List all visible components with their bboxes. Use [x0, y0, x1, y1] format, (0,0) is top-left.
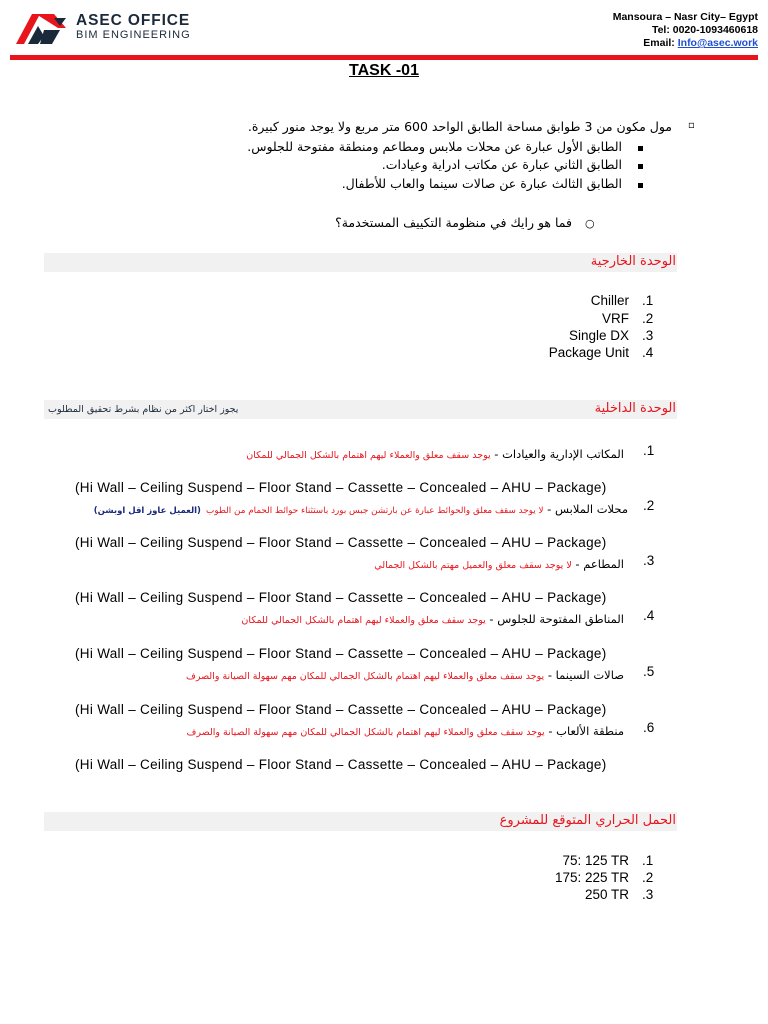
- indoor-extra-note: (العميل عاوز اقل اوبشن): [93, 506, 201, 516]
- contact-email-label: Email:: [643, 37, 678, 49]
- indoor-item: [94, 498, 628, 517]
- outdoor-item-label: VRF: [602, 311, 629, 326]
- header-divider: [10, 55, 758, 60]
- square-bullet-icon: [638, 164, 643, 169]
- indoor-space: المطاعم -: [571, 557, 624, 571]
- intro-question: فما هو رايك في منظومة التكييف المستخدمة؟: [335, 215, 572, 230]
- outdoor-title: الوحدة الخارجية: [590, 254, 676, 269]
- indoor-item: [186, 664, 624, 683]
- indoor-side-note: يجوز اختار اكثر من نظام بشرط تحقيق المطلوب: [48, 404, 239, 415]
- indoor-options: (Hi Wall – Ceiling Suspend – Floor Stand – Cassette – Concealed – AHU – Package): [75, 480, 607, 495]
- outdoor-item-number: .3: [642, 328, 654, 343]
- indoor-item-number: .3: [643, 553, 655, 568]
- load-item-number: .1: [642, 853, 654, 868]
- outdoor-item-label: Chiller: [590, 293, 629, 308]
- indoor-item: [187, 720, 625, 739]
- indoor-options: (Hi Wall – Ceiling Suspend – Floor Stand – Cassette – Concealed – AHU – Package): [75, 646, 607, 661]
- outline-bullet-icon: ▫: [688, 120, 695, 131]
- indoor-options: (Hi Wall – Ceiling Suspend – Floor Stand – Cassette – Concealed – AHU – Package): [75, 702, 607, 717]
- task-title: TASK -01: [349, 62, 419, 79]
- indoor-note: يوجد سقف معلق والعملاء ليهم اهتمام بالشكل الجمالي للمكان: [246, 450, 491, 461]
- indoor-note: لا يوجد سقف معلق والحوائط عبارة عن بارتشن جبس بورد باستثناء حوائط الحمام من الطوب: [206, 506, 544, 516]
- indoor-item: [246, 443, 624, 462]
- outdoor-item-label: Single DX: [568, 328, 629, 343]
- intro-floor-3: الطابق الثالث عبارة عن صالات سينما والعاب للأطفال.: [341, 176, 622, 191]
- indoor-item-number: .1: [643, 443, 655, 458]
- logo-mark-icon: [14, 8, 70, 48]
- indoor-space: صالات السينما -: [544, 668, 624, 682]
- load-title: الحمل الحراري المتوقع للمشروع: [499, 813, 676, 828]
- email-link[interactable]: Info@asec.work: [677, 37, 758, 49]
- indoor-item-number: .4: [643, 608, 655, 623]
- indoor-note: يوجد سقف معلق والعملاء ليهم اهتمام بالشكل الجمالي للمكان: [241, 615, 486, 626]
- load-item-label: 250 TR: [584, 887, 629, 902]
- intro-floor-1: الطابق الأول عبارة عن محلات ملابس ومطاعم ومنطقة مفتوحة للجلوس.: [247, 139, 622, 154]
- indoor-options: (Hi Wall – Ceiling Suspend – Floor Stand – Cassette – Concealed – AHU – Package): [75, 757, 607, 772]
- indoor-space: محلات الملابس -: [543, 502, 628, 516]
- load-item-number: .3: [642, 887, 654, 902]
- outdoor-section-bar: [44, 253, 677, 272]
- indoor-space: منطقة الألعاب -: [544, 724, 624, 738]
- indoor-space: المكاتب الإدارية والعيادات -: [490, 447, 624, 461]
- load-item-label: 75: 125 TR: [562, 853, 629, 868]
- intro-floor-2: الطابق الثاني عبارة عن مكاتب ادراية وعيادات.: [381, 157, 622, 172]
- indoor-options: (Hi Wall – Ceiling Suspend – Floor Stand – Cassette – Concealed – AHU – Package): [75, 535, 607, 550]
- logo-title: ASEC OFFICE: [76, 12, 191, 29]
- indoor-item-number: .5: [643, 664, 655, 679]
- indoor-space: المناطق المفتوحة للجلوس -: [485, 612, 624, 626]
- square-bullet-icon: [638, 146, 643, 151]
- indoor-note: يوجد سقف معلق والعملاء ليهم اهتمام بالشكل الجمالي للمكان مهم سهولة الصيانة والصرف: [185, 671, 545, 682]
- contact-address: Mansoura – Nasr City– Egypt: [612, 11, 758, 23]
- indoor-title: الوحدة الداخلية: [594, 401, 676, 416]
- logo-subtitle: BIM ENGINEERING: [76, 29, 191, 41]
- circle-bullet-icon: ○: [585, 217, 595, 230]
- indoor-note: لا يوجد سقف معلق والعميل مهتم بالشكل الجمالي: [374, 560, 572, 571]
- outdoor-item-number: .2: [642, 311, 654, 326]
- indoor-item-number: .6: [643, 720, 655, 735]
- outdoor-item-number: .1: [642, 293, 654, 308]
- intro-main: مول مكون من 3 طوابق مساحة الطابق الواحد 600 متر مربع ولا يوجد منور كبيرة.: [247, 119, 672, 134]
- outdoor-item-label: Package Unit: [548, 345, 629, 360]
- indoor-item: [374, 553, 624, 572]
- outdoor-item-number: .4: [642, 345, 654, 360]
- contact-tel: Tel: 0020-1093460618: [651, 24, 758, 36]
- square-bullet-icon: [638, 183, 643, 188]
- indoor-note: يوجد سقف معلق والعملاء ليهم اهتمام بالشكل الجمالي للمكان مهم سهولة الصيانة والصرف: [186, 727, 545, 738]
- indoor-options: (Hi Wall – Ceiling Suspend – Floor Stand – Cassette – Concealed – AHU – Package): [75, 590, 607, 605]
- load-item-number: .2: [642, 870, 654, 885]
- indoor-item-number: .2: [643, 498, 655, 513]
- contact-email: [643, 37, 758, 49]
- indoor-item: [241, 608, 624, 627]
- load-item-label: 175: 225 TR: [554, 870, 629, 885]
